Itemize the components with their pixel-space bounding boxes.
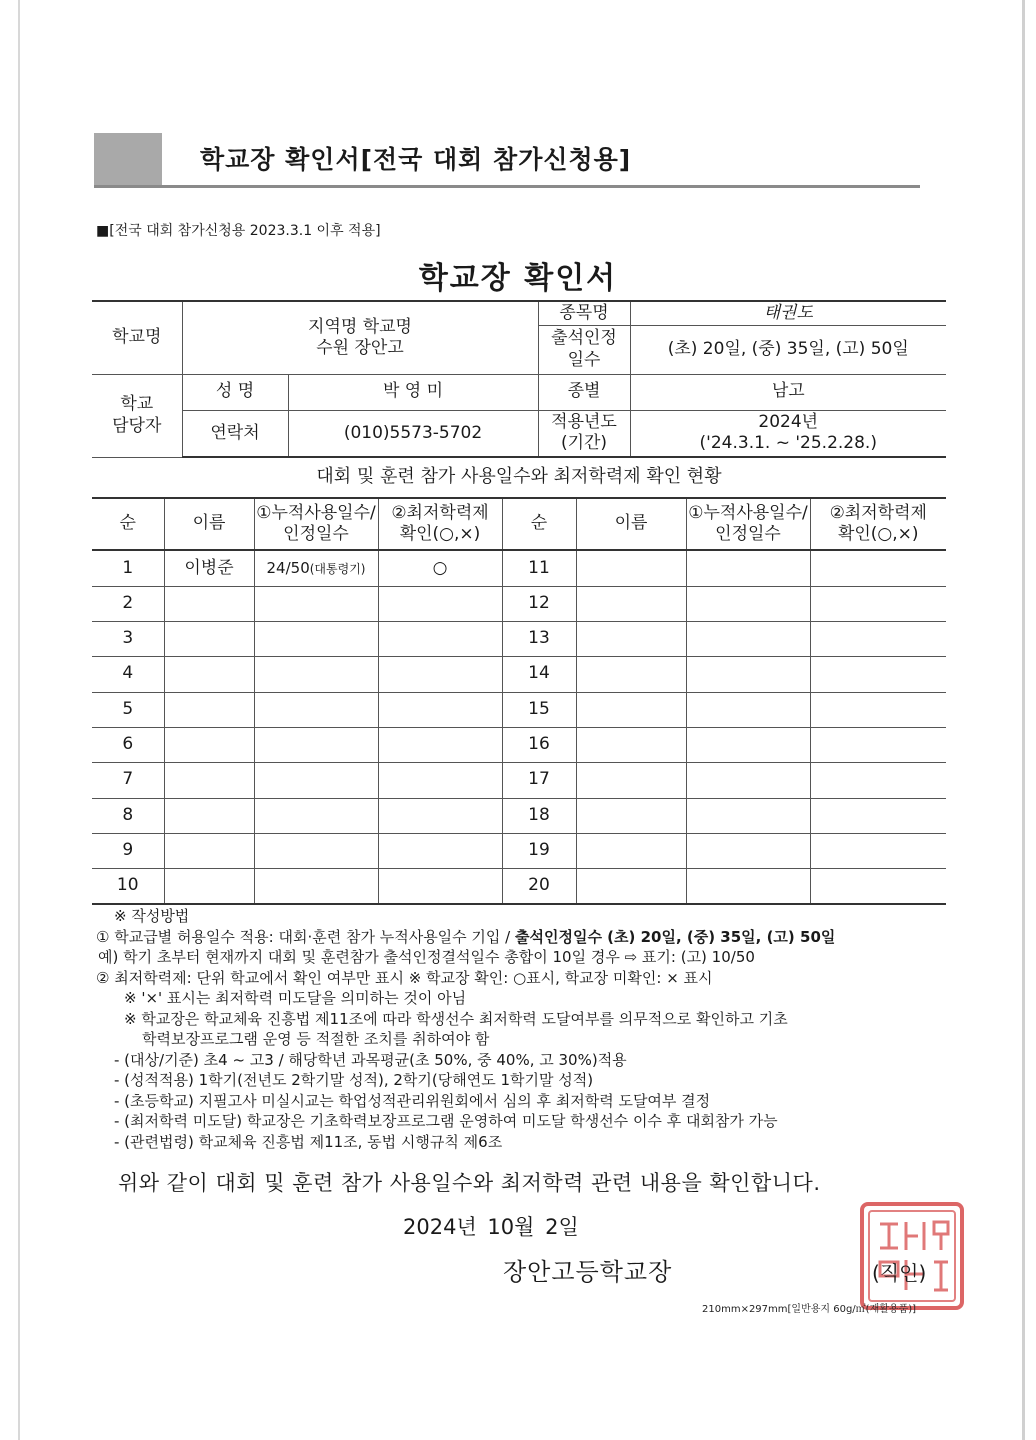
row-check: [378, 621, 502, 656]
school-label: 학교명: [92, 301, 182, 374]
reference-line: ■[전국 대회 참가신청용 2023.3.1 이후 적용]: [96, 223, 381, 239]
scan-edge-left: [18, 0, 20, 1440]
row-check: ○: [378, 550, 502, 586]
confirmation-text: 위와 같이 대회 및 훈련 참가 사용일수와 최저학력 관련 내용을 확인합니다.: [118, 1171, 821, 1195]
signing-date: 2024년 10월 2일: [403, 1215, 579, 1239]
header-name-left: 이름: [164, 498, 254, 550]
row-check: [378, 727, 502, 762]
scan-edge-right: [1022, 0, 1025, 1440]
row-name: [164, 727, 254, 762]
row-check: [378, 868, 502, 904]
attendance-label: 출석인정 일수: [538, 325, 630, 374]
row-name: [164, 762, 254, 798]
row-no: 6: [92, 727, 164, 762]
row-days-right: [686, 656, 810, 692]
row-days-value: 24/50: [266, 558, 310, 577]
row-no: 8: [92, 798, 164, 833]
header-check-left: ②최저학력제 확인(○,×): [378, 498, 502, 550]
header-name-right: 이름: [576, 498, 686, 550]
row-no-right: 14: [502, 656, 576, 692]
row-name-right: [576, 550, 686, 586]
row-name-right: [576, 656, 686, 692]
row-name: [164, 621, 254, 656]
header-days-left: ①누적사용일수/ 인정일수: [254, 498, 378, 550]
row-check-right: [810, 692, 946, 727]
row-days-right: [686, 586, 810, 621]
header-check-right: ②최저학력제 확인(○,×): [810, 498, 946, 550]
table-row: [92, 656, 946, 692]
info-table: [92, 300, 946, 458]
table-row: [92, 727, 946, 762]
table-row: [92, 798, 946, 833]
row-no-right: 11: [502, 550, 576, 586]
row-name: [164, 833, 254, 868]
row-days: [254, 868, 378, 904]
row-name: [164, 586, 254, 621]
table-row: [92, 868, 946, 904]
note-1-text: ① 학교급별 허용일수 적용: 대회·훈련 참가 누적사용일수 기입 /: [96, 927, 515, 946]
header-no-left: 순: [92, 498, 164, 550]
row-days-right: [686, 550, 810, 586]
row-no-right: 17: [502, 762, 576, 798]
name-label: 성 명: [182, 374, 288, 410]
row-no: 9: [92, 833, 164, 868]
bullet-2: - (성적적용) 1학기(전년도 2학기말 성적), 2학기(당해연도 1학기말 성적): [114, 1071, 594, 1089]
note-1-example: 예) 학기 초부터 현재까지 대회 및 훈련참가 출석인정결석일수 총합이 10일 경우 ⇨ 표기: (고) 10/50: [98, 948, 755, 966]
name-value: 박 영 미: [288, 374, 538, 410]
row-check: [378, 798, 502, 833]
row-days-right: [686, 762, 810, 798]
table-row: [92, 621, 946, 656]
table-row: [92, 586, 946, 621]
paper-spec-footer: 210mm×297mm[일반용지 60g/㎡(재활용품)]: [702, 1304, 917, 1315]
row-name-right: [576, 621, 686, 656]
row-days-right: [686, 833, 810, 868]
summary-title: 대회 및 훈련 참가 사용일수와 최저학력제 확인 현황: [316, 466, 722, 487]
row-days: [254, 727, 378, 762]
bullet-3: - (초등학교) 지필고사 미실시교는 학업성적관리위원회에서 심의 후 최저학력 도달여부 결정: [114, 1091, 711, 1110]
row-no-right: 18: [502, 798, 576, 833]
row-check: [378, 833, 502, 868]
instructions: [96, 906, 956, 1152]
note-2-sub2b: 학력보장프로그램 운영 등 적절한 조치를 취하여야 함: [142, 1030, 490, 1048]
gender-value: 남고: [630, 374, 946, 410]
note-2-sub1: ※ '×' 표시는 최저학력 미도달을 의미하는 것이 아님: [124, 989, 467, 1007]
row-no-right: 19: [502, 833, 576, 868]
row-check: [378, 762, 502, 798]
year-label: 적용년도 (기간): [538, 410, 630, 457]
year-value: 2024년 ('24.3.1. ~ '25.2.28.): [630, 410, 946, 457]
row-days: [254, 656, 378, 692]
row-days-right: [686, 868, 810, 904]
row-days-right: [686, 727, 810, 762]
seal-mark: (직인): [872, 1261, 927, 1285]
row-check-right: [810, 762, 946, 798]
notes-heading: ※ 작성방법: [114, 907, 190, 925]
row-days: [254, 798, 378, 833]
row-check-right: [810, 833, 946, 868]
row-name: [164, 656, 254, 692]
school-value-line2: 수원 장안고: [316, 337, 404, 358]
row-no: 5: [92, 692, 164, 727]
table-row: [92, 762, 946, 798]
row-name: [164, 692, 254, 727]
roster-table: [92, 497, 946, 905]
manager-label: 학교 담당자: [92, 374, 182, 457]
row-check: [378, 656, 502, 692]
row-days: [254, 621, 378, 656]
row-days-right: [686, 621, 810, 656]
row-name: [164, 798, 254, 833]
row-check-right: [810, 586, 946, 621]
row-check-right: [810, 656, 946, 692]
row-no: 1: [92, 550, 164, 586]
row-check-right: [810, 621, 946, 656]
row-check: [378, 586, 502, 621]
row-no: 2: [92, 586, 164, 621]
row-name-right: [576, 833, 686, 868]
bullet-1: - (대상/기준) 초4 ~ 고3 / 해당학년 과목평균(초 50%, 중 40%, 고 30%)적용: [114, 1050, 627, 1069]
school-value-line1: 지역명 학교명: [308, 316, 412, 337]
row-days: [254, 833, 378, 868]
row-days: [254, 762, 378, 798]
row-no: 4: [92, 656, 164, 692]
header-title: 학교장 확인서[전국 대회 참가신청용]: [200, 145, 632, 174]
row-name-right: [576, 868, 686, 904]
note-2: ② 최저학력제: 단위 학교에서 확인 여부만 표시 ※ 학교장 확인: ○표시, 학교장 미확인: × 표시: [96, 968, 713, 987]
note-1: [96, 927, 956, 948]
row-no: 3: [92, 621, 164, 656]
row-no-right: 12: [502, 586, 576, 621]
row-name-right: [576, 692, 686, 727]
header-rule: [94, 185, 920, 188]
contact-label: 연락처: [182, 410, 288, 457]
row-days: [254, 692, 378, 727]
row-name-right: [576, 798, 686, 833]
row-check-right: [810, 798, 946, 833]
header-no-right: 순: [502, 498, 576, 550]
row-name-right: [576, 727, 686, 762]
event-value: 태권도: [630, 301, 946, 325]
note-2-sub2a: ※ 학교장은 학교체육 진흥법 제11조에 따라 학생선수 최저학력 도달여부를 의무적으로 확인하고 기초: [124, 1009, 788, 1028]
contact-value: (010)5573-5702: [288, 410, 538, 457]
bullet-4: - (최저학력 미도달) 학교장은 기초학력보장프로그램 운영하여 미도달 학생선수 이수 후 대회참가 가능: [114, 1112, 778, 1130]
row-check-right: [810, 550, 946, 586]
table-row: [92, 692, 946, 727]
row-days-right: [686, 692, 810, 727]
row-check: [378, 692, 502, 727]
row-name: [164, 868, 254, 904]
table-row: [92, 550, 946, 586]
signer-name: 장안고등학교장: [503, 1258, 673, 1286]
header-days-right: ①누적사용일수/ 인정일수: [686, 498, 810, 550]
event-label: 종목명: [538, 301, 630, 325]
row-name-right: [576, 586, 686, 621]
row-no: 7: [92, 762, 164, 798]
row-name-right: [576, 762, 686, 798]
row-check-right: [810, 868, 946, 904]
row-no: 10: [92, 868, 164, 904]
header-gray-block: [94, 133, 162, 185]
row-days-note: (대통령기): [309, 561, 366, 576]
row-no-right: 16: [502, 727, 576, 762]
main-title: 학교장 확인서: [418, 261, 618, 296]
table-row: [92, 833, 946, 868]
row-no-right: 20: [502, 868, 576, 904]
bullet-5: - (관련법령) 학교체육 진흥법 제11조, 동법 시행규칙 제6조: [114, 1132, 503, 1151]
attendance-value: (초) 20일, (중) 35일, (고) 50일: [630, 325, 946, 374]
row-days-right: [686, 798, 810, 833]
row-no-right: 15: [502, 692, 576, 727]
note-1-bold: 출석인정일수 (초) 20일, (중) 35일, (고) 50일: [515, 927, 836, 946]
row-check-right: [810, 727, 946, 762]
row-name: 이병준: [164, 550, 254, 586]
row-days: [254, 586, 378, 621]
school-value: [182, 301, 538, 374]
official-seal: [858, 1200, 966, 1312]
gender-label: 종별: [538, 374, 630, 410]
row-days: [254, 550, 378, 586]
row-no-right: 13: [502, 621, 576, 656]
